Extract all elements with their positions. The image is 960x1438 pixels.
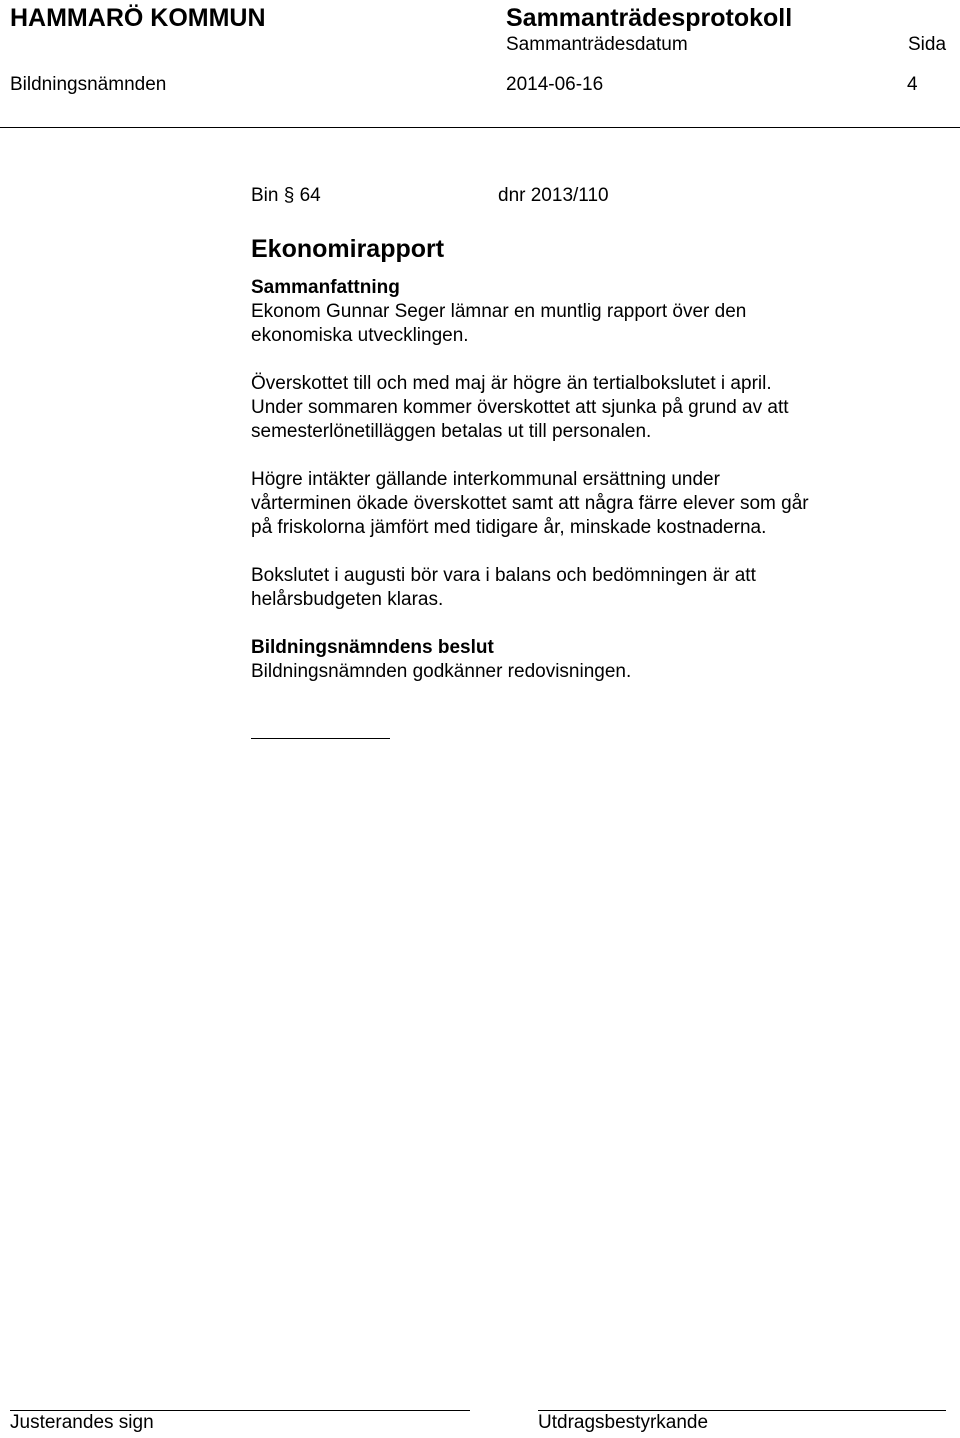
adjuster-signature-label: Justerandes sign <box>10 1412 154 1433</box>
committee-name: Bildningsnämnden <box>10 74 167 95</box>
case-number: Bin § 64 <box>251 185 321 206</box>
signature-line-left <box>10 1410 470 1411</box>
extract-certification-label: Utdragsbestyrkande <box>538 1412 709 1433</box>
decision-heading: Bildningsnämndens beslut <box>251 637 494 658</box>
protocol-item <box>251 184 931 684</box>
decision-text: Bildningsnämnden godkänner redovisningen. <box>251 661 632 682</box>
text-line: Ekonom Gunnar Seger lämnar en muntlig rapport över den <box>251 301 747 322</box>
text-line: Under sommaren kommer överskottet att sjunka på grund av att <box>251 397 789 418</box>
text-line: semesterlönetilläggen betalas ut till personalen. <box>251 421 652 442</box>
text-line: vårterminen ökade överskottet samt att några färre elever som går <box>251 493 809 514</box>
meeting-date-label: Sammanträdesdatum <box>506 34 688 55</box>
text-line: Högre intäkter gällande interkommunal ersättning under <box>251 469 720 490</box>
diary-number: dnr 2013/110 <box>498 185 609 206</box>
summary-paragraph-2 <box>251 372 931 444</box>
section-end-rule <box>251 738 390 739</box>
text-line: Överskottet till och med maj är högre än tertialbokslutet i april. <box>251 373 772 394</box>
summary-heading: Sammanfattning <box>251 277 400 298</box>
text-line: ekonomiska utvecklingen. <box>251 325 469 346</box>
text-line: på friskolorna jämfört med tidigare år, minskade kostnaderna. <box>251 517 767 538</box>
page-label: Sida <box>908 34 947 55</box>
item-title: Ekonomirapport <box>251 235 445 263</box>
document-type: Sammanträdesprotokoll <box>506 4 793 32</box>
organization-name: HAMMARÖ KOMMUN <box>10 4 266 32</box>
signature-line-right <box>538 1410 946 1411</box>
text-line: helårsbudgeten klaras. <box>251 589 444 610</box>
header-divider <box>0 127 960 128</box>
summary-paragraph-1 <box>251 300 931 348</box>
summary-paragraph-4 <box>251 564 931 612</box>
summary-paragraph-3 <box>251 468 931 540</box>
meeting-date: 2014-06-16 <box>506 74 604 95</box>
text-line: Bokslutet i augusti bör vara i balans och bedömningen är att <box>251 565 756 586</box>
page-number: 4 <box>907 74 918 95</box>
case-reference-row <box>251 184 931 212</box>
